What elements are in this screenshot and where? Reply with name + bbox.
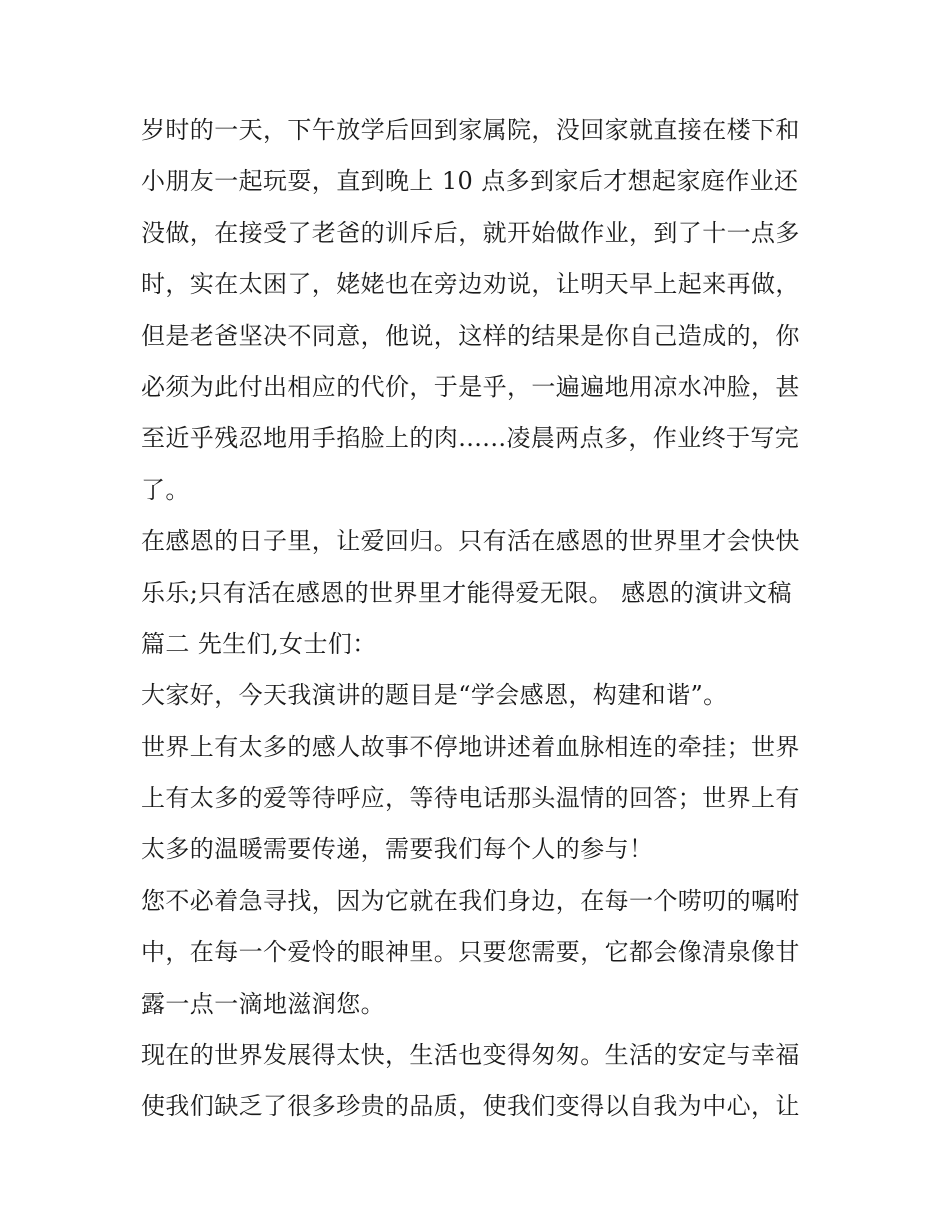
text-line: 乐乐;只有活在感恩的世界里才能得爱无限。 感恩的演讲文稿: [141, 578, 792, 607]
text-line: 没做，在接受了老爸的训斥后，就开始做作业，到了十一点多: [141, 218, 800, 247]
text-line: 但是老爸坚决不同意，他说，这样的结果是你自己造成的，你: [141, 321, 800, 350]
text-line: 时，实在太困了，姥姥也在旁边劝说，让明天早上起来再做，: [141, 270, 800, 299]
text-line: 现在的世界发展得太快，生活也变得匆匆。生活的安定与幸福: [141, 1041, 800, 1070]
text-line: 必须为此付出相应的代价，于是乎，一遍遍地用凉水冲脸，甚: [141, 372, 800, 401]
text-line: 您不必着急寻找，因为它就在我们身边，在每一个唠叨的嘱咐: [141, 886, 800, 915]
text-line: 篇二 先生们,女士们：: [141, 629, 377, 658]
text-line: 岁时的一天，下午放学后回到家属院，没回家就直接在楼下和: [141, 116, 800, 144]
text-line: 太多的温暖需要传递，需要我们每个人的参与！: [141, 835, 654, 864]
document-body: [141, 108, 821, 1136]
text-line: 世界上有太多的感人故事不停地讲述着血脉相连的牵挂；世界: [141, 732, 800, 761]
text-line: 使我们缺乏了很多珍贵的品质，使我们变得以自我为中心，让: [141, 1092, 800, 1121]
text-line: 大家好，今天我演讲的题目是“学会感恩，构建和谐”。: [141, 681, 728, 710]
text-line: 露一点一滴地滋润您。: [141, 989, 385, 1018]
text-line: 在感恩的日子里，让爱回归。只有活在感恩的世界里才会快快: [141, 527, 800, 556]
text-line: 了。: [141, 475, 190, 504]
text-line: 上有太多的爱等待呼应，等待电话那头温情的回答；世界上有: [141, 784, 800, 813]
text-line: 至近乎残忍地用手掐脸上的肉......凌晨两点多，作业终于写完: [141, 424, 800, 453]
text-line: 中，在每一个爱怜的眼神里。只要您需要，它都会像清泉像甘: [141, 938, 800, 967]
text-line: 小朋友一起玩耍，直到晚上 10 点多到家后才想起家庭作业还: [141, 167, 799, 196]
